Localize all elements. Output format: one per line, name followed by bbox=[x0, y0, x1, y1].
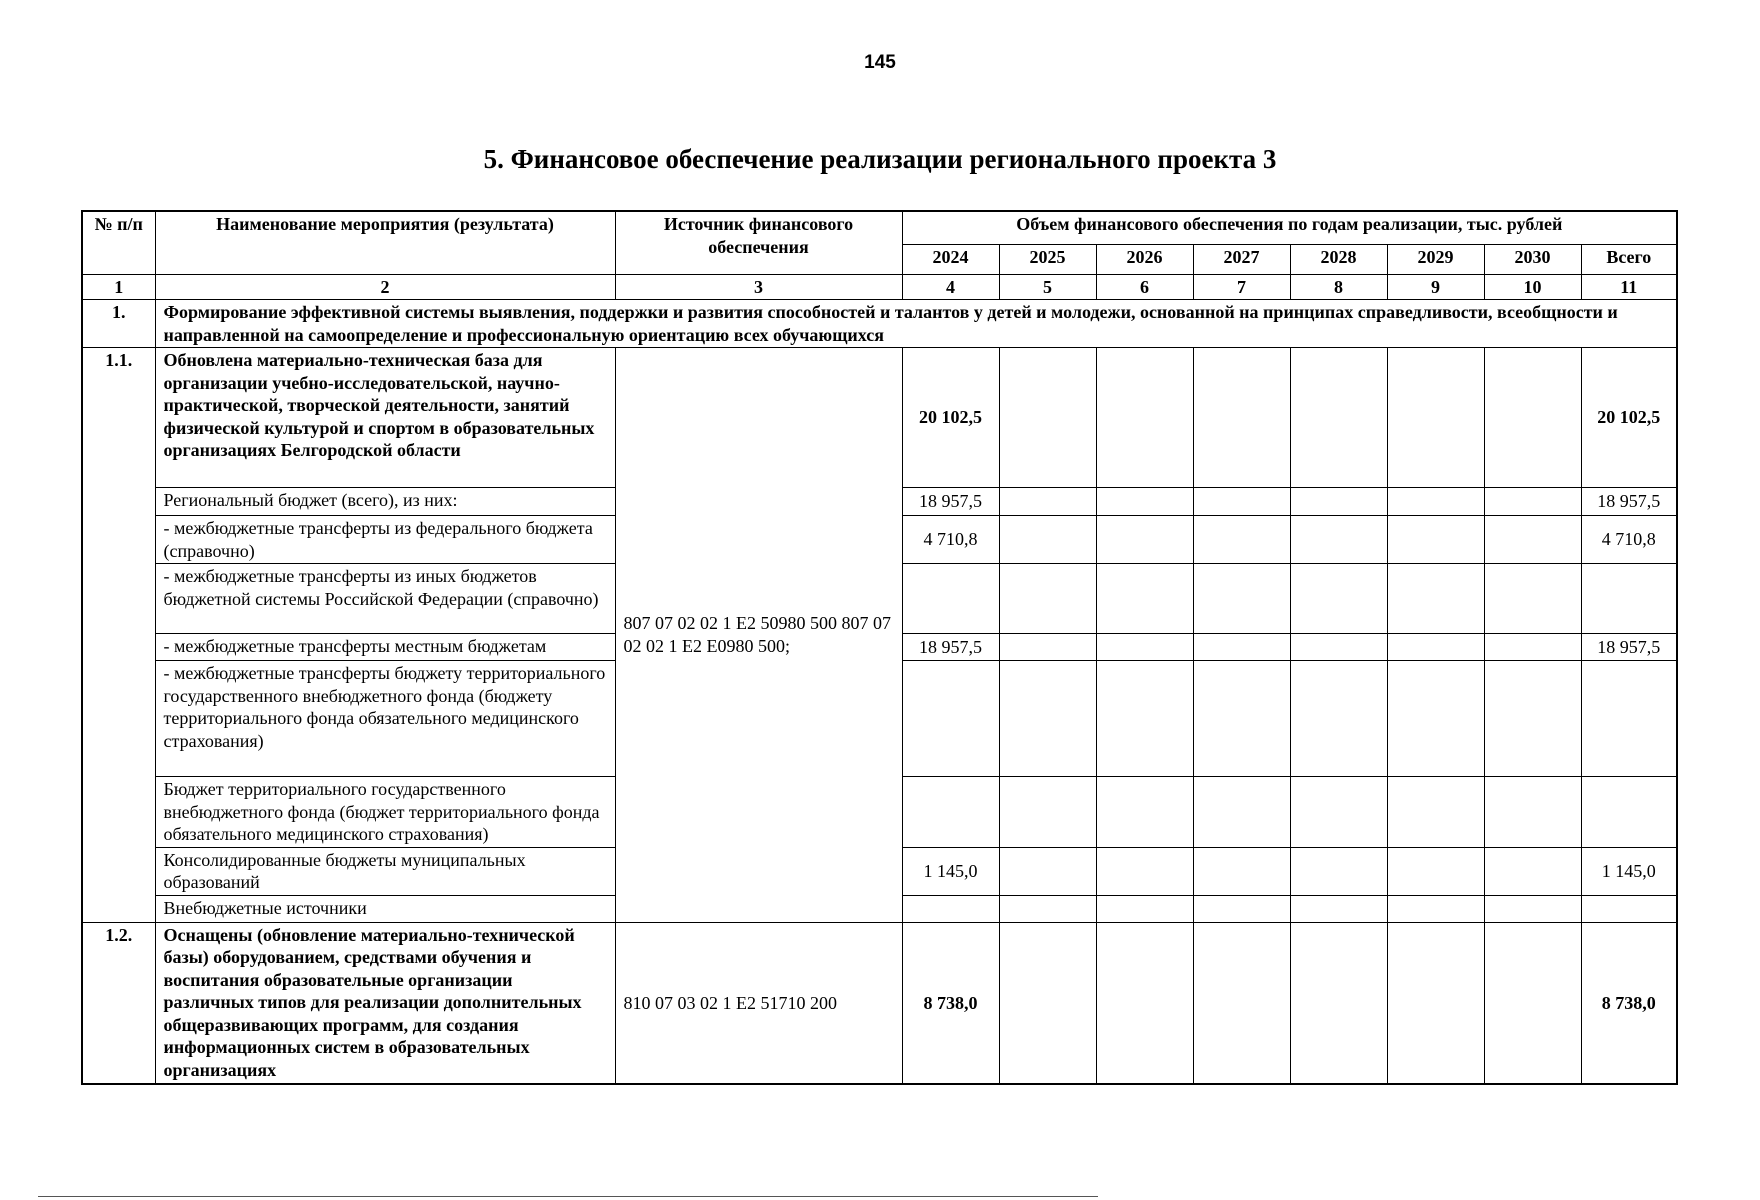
empty-cell bbox=[1096, 564, 1193, 634]
empty-cell bbox=[1484, 922, 1581, 1084]
row-label: - межбюджетные трансферты из федерального бюджета (справочно) bbox=[155, 516, 615, 564]
page-title: 5. Финансовое обеспечение реализации регионального проекта 3 bbox=[483, 144, 1277, 174]
value-2024 bbox=[902, 661, 999, 777]
value-total bbox=[1581, 777, 1677, 848]
empty-cell bbox=[999, 661, 1096, 777]
value-2024 bbox=[902, 895, 999, 922]
empty-cell bbox=[1193, 348, 1290, 488]
column-number: 5 bbox=[999, 274, 1096, 300]
value-2024: 4 710,8 bbox=[902, 516, 999, 564]
value-2024: 18 957,5 bbox=[902, 488, 999, 516]
item-source: 810 07 03 02 1 E2 51710 200 bbox=[615, 922, 902, 1084]
empty-cell bbox=[999, 847, 1096, 895]
item-name: Оснащены (обновление материально-технической базы) оборудованием, средствами обучения и воспитания образовательные организации различных типов для реализации дополнительных общеразвивающих программ, для создания информационных систем в образовательных организациях bbox=[155, 922, 615, 1084]
empty-cell bbox=[1484, 847, 1581, 895]
empty-cell bbox=[1484, 348, 1581, 488]
empty-cell bbox=[999, 516, 1096, 564]
table-row bbox=[82, 922, 1677, 1084]
row-label: Внебюджетные источники bbox=[155, 895, 615, 922]
empty-cell bbox=[1484, 777, 1581, 848]
column-number: 1 bbox=[82, 274, 155, 300]
empty-cell bbox=[1387, 516, 1484, 564]
empty-cell bbox=[1193, 847, 1290, 895]
empty-cell bbox=[1387, 488, 1484, 516]
value-2024 bbox=[902, 564, 999, 634]
empty-cell bbox=[1290, 516, 1387, 564]
row-label: - межбюджетные трансферты местным бюджетам bbox=[155, 634, 615, 661]
empty-cell bbox=[1387, 895, 1484, 922]
empty-cell bbox=[1290, 488, 1387, 516]
section-num: 1. bbox=[82, 300, 155, 348]
empty-cell bbox=[1484, 488, 1581, 516]
financing-table bbox=[81, 210, 1678, 1085]
value-total bbox=[1581, 895, 1677, 922]
column-number: 6 bbox=[1096, 274, 1193, 300]
empty-cell bbox=[1290, 895, 1387, 922]
empty-cell bbox=[1387, 777, 1484, 848]
column-number: 4 bbox=[902, 274, 999, 300]
item-num: 1.2. bbox=[82, 922, 155, 1084]
empty-cell bbox=[1387, 922, 1484, 1084]
value-2024: 1 145,0 bbox=[902, 847, 999, 895]
header-name: Наименование мероприятия (результата) bbox=[155, 211, 615, 274]
value-total bbox=[1581, 661, 1677, 777]
header-year: 2026 bbox=[1096, 244, 1193, 274]
row-label: Бюджет территориального государственного внебюджетного фонда (бюджет территориального фонда обязательного медицинского страхования) bbox=[155, 777, 615, 848]
empty-cell bbox=[1193, 777, 1290, 848]
column-number: 8 bbox=[1290, 274, 1387, 300]
empty-cell bbox=[1290, 564, 1387, 634]
empty-cell bbox=[1193, 488, 1290, 516]
empty-cell bbox=[1096, 777, 1193, 848]
row-label: Региональный бюджет (всего), из них: bbox=[155, 488, 615, 516]
empty-cell bbox=[999, 922, 1096, 1084]
column-number: 7 bbox=[1193, 274, 1290, 300]
empty-cell bbox=[1290, 348, 1387, 488]
value-2024: 8 738,0 bbox=[902, 922, 999, 1084]
empty-cell bbox=[1193, 516, 1290, 564]
empty-cell bbox=[999, 488, 1096, 516]
section-title: Формирование эффективной системы выявления, поддержки и развития способностей и талантов у детей и молодежи, основанной на принципах справедливости, всеобщности и направленной на самоопределение и профессиональную ориентацию всех обучающихся bbox=[155, 300, 1677, 348]
column-number: 9 bbox=[1387, 274, 1484, 300]
row-label: Консолидированные бюджеты муниципальных образований bbox=[155, 847, 615, 895]
header-year: 2024 bbox=[902, 244, 999, 274]
header-year: 2029 bbox=[1387, 244, 1484, 274]
scan-line bbox=[38, 1196, 1098, 1197]
value-total: 4 710,8 bbox=[1581, 516, 1677, 564]
empty-cell bbox=[999, 634, 1096, 661]
empty-cell bbox=[1290, 922, 1387, 1084]
empty-cell bbox=[1096, 661, 1193, 777]
value-total: 20 102,5 bbox=[1581, 348, 1677, 488]
value-2024: 20 102,5 bbox=[902, 348, 999, 488]
item-source: 807 07 02 02 1 E2 50980 500 807 07 02 02 1 E2 E0980 500; bbox=[615, 348, 902, 923]
value-2024: 18 957,5 bbox=[902, 634, 999, 661]
header-year: 2025 bbox=[999, 244, 1096, 274]
empty-cell bbox=[1096, 847, 1193, 895]
empty-cell bbox=[999, 564, 1096, 634]
value-total: 1 145,0 bbox=[1581, 847, 1677, 895]
value-2024 bbox=[902, 777, 999, 848]
empty-cell bbox=[1096, 516, 1193, 564]
empty-cell bbox=[1484, 634, 1581, 661]
empty-cell bbox=[999, 777, 1096, 848]
header-row bbox=[82, 211, 1677, 244]
empty-cell bbox=[1096, 348, 1193, 488]
empty-cell bbox=[1484, 516, 1581, 564]
empty-cell bbox=[1484, 895, 1581, 922]
empty-cell bbox=[1193, 895, 1290, 922]
empty-cell bbox=[1484, 564, 1581, 634]
empty-cell bbox=[1096, 488, 1193, 516]
header-year: 2028 bbox=[1290, 244, 1387, 274]
empty-cell bbox=[1290, 777, 1387, 848]
empty-cell bbox=[999, 895, 1096, 922]
empty-cell bbox=[1387, 634, 1484, 661]
empty-cell bbox=[1193, 661, 1290, 777]
empty-cell bbox=[1290, 634, 1387, 661]
header-year: 2030 bbox=[1484, 244, 1581, 274]
empty-cell bbox=[1290, 847, 1387, 895]
item-num: 1.1. bbox=[82, 348, 155, 923]
column-numbers-row bbox=[82, 274, 1677, 300]
value-total: 8 738,0 bbox=[1581, 922, 1677, 1084]
value-total: 18 957,5 bbox=[1581, 634, 1677, 661]
empty-cell bbox=[1096, 922, 1193, 1084]
column-number: 10 bbox=[1484, 274, 1581, 300]
header-source: Источник финансового обеспечения bbox=[615, 211, 902, 274]
empty-cell bbox=[1096, 634, 1193, 661]
row-label: - межбюджетные трансферты из иных бюджетов бюджетной системы Российской Федерации (справочно) bbox=[155, 564, 615, 634]
item-name: Обновлена материально-техническая база для организации учебно-исследовательской, научно-практической, творческой деятельности, занятий физической культурой и спортом в образовательных организациях Белгородской области bbox=[155, 348, 615, 488]
value-total: 18 957,5 bbox=[1581, 488, 1677, 516]
empty-cell bbox=[1387, 348, 1484, 488]
section-row bbox=[82, 300, 1677, 348]
empty-cell bbox=[1387, 847, 1484, 895]
table-row bbox=[82, 348, 1677, 488]
column-number: 2 bbox=[155, 274, 615, 300]
empty-cell bbox=[999, 348, 1096, 488]
header-num: № п/п bbox=[82, 211, 155, 274]
row-label: - межбюджетные трансферты бюджету территориального государственного внебюджетного фонда (бюджету территориального фонда обязательного медицинского страхования) bbox=[155, 661, 615, 777]
header-volume: Объем финансового обеспечения по годам реализации, тыс. рублей bbox=[902, 211, 1677, 244]
empty-cell bbox=[1387, 661, 1484, 777]
empty-cell bbox=[1290, 661, 1387, 777]
column-number: 11 bbox=[1581, 274, 1677, 300]
header-total: Всего bbox=[1581, 244, 1677, 274]
empty-cell bbox=[1096, 895, 1193, 922]
column-number: 3 bbox=[615, 274, 902, 300]
empty-cell bbox=[1193, 634, 1290, 661]
empty-cell bbox=[1193, 922, 1290, 1084]
page-number: 145 bbox=[864, 52, 896, 73]
empty-cell bbox=[1484, 661, 1581, 777]
value-total bbox=[1581, 564, 1677, 634]
empty-cell bbox=[1193, 564, 1290, 634]
empty-cell bbox=[1387, 564, 1484, 634]
header-year: 2027 bbox=[1193, 244, 1290, 274]
